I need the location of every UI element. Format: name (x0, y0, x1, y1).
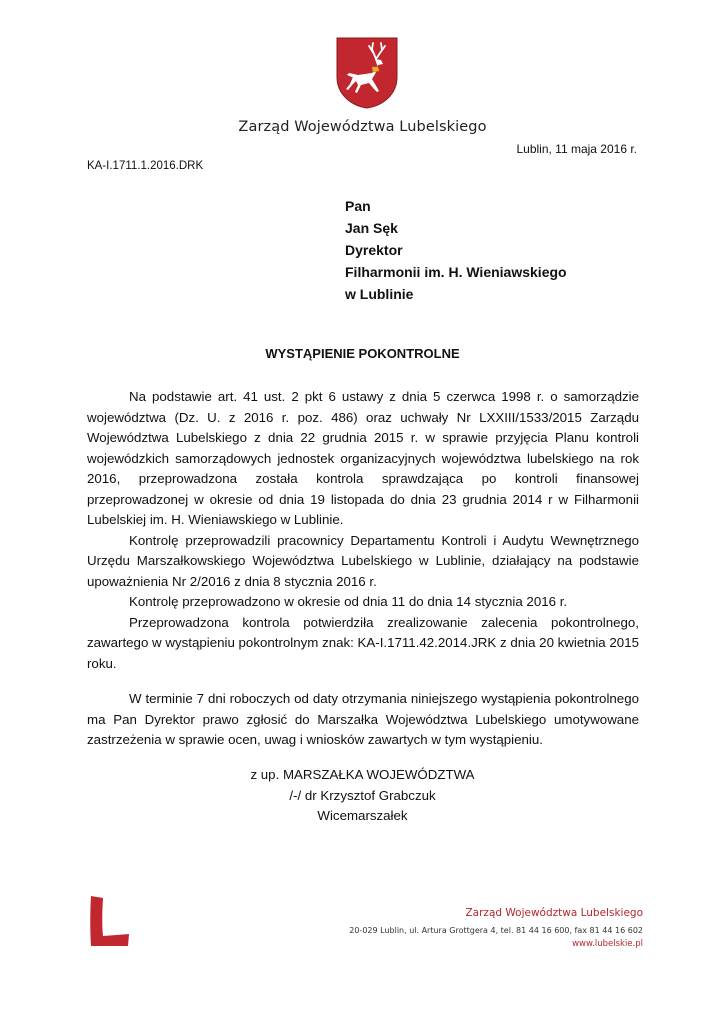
body-paragraph: Przeprowadzona kontrola potwierdziła zrealizowanie zalecenia pokontrolnego, zawartego w wystąpieniu pokontrolnym znak: KA-I.1711.42.2014.JRK z dnia 20 kwietnia 2015 roku. (87, 614, 639, 671)
document-title: WYSTĄPIENIE POKONTROLNE (265, 346, 460, 361)
signature-line: z up. MARSZAŁKA WOJEWÓDZTWA (250, 767, 475, 782)
deer-coat-of-arms-icon (336, 37, 398, 109)
body-paragraph: Kontrolę przeprowadzili pracownicy Departamentu Kontroli i Audytu Wewnętrznego Urzędu Marszałkowskiego Województwa Lubelskiego w Lublinie, działający na podstawie upoważnienia Nr 2/2016 z dnia 8 stycznia 2016 r. (87, 532, 639, 589)
footer-website-link[interactable]: www.lubelskie.pl (572, 939, 643, 949)
addressee-line: Filharmonii im. H. Wieniawskiego (345, 264, 567, 280)
body-paragraph: Na podstawie art. 41 ust. 2 pkt 6 ustawy z dnia 5 czerwca 1998 r. o samorządzie województwa (Dz. U. z 2016 r. poz. 486) oraz uchwały Nr LXXIII/1533/2015 Zarządu Województwa Lubelskiego z dnia 22 grudnia 2015 r. w sprawie przyjęcia Planu kontroli wojewódzkich samorządowych jednostek organizacyjnych województwa lubelskiego na rok 2016, przeprowadzona została kontrola sprawdzająca po kontroli finansowej przeprowadzonej w okresie od dnia 19 listopada do dnia 23 grudnia 2014 r w Filharmonii Lubelskiej im. H. Wieniawskiego w Lublinie. (87, 389, 639, 527)
footer-organization: Zarząd Województwa Lubelskiego (465, 907, 643, 919)
organization-header: Zarząd Województwa Lubelskiego (238, 119, 487, 135)
signature-line: /-/ dr Krzysztof Grabczuk (289, 787, 436, 803)
addressee-line: Pan (345, 198, 371, 214)
reference-number: KA-I.1711.1.2016.DRK (87, 160, 204, 172)
letter-body (87, 387, 639, 751)
body-paragraph: Kontrolę przeprowadzono w okresie od dnia 11 do dnia 14 stycznia 2016 r. (129, 594, 568, 609)
addressee-line: w Lublinie (345, 286, 414, 302)
signature-line: Wicemarszałek (317, 808, 408, 823)
addressee-line: Jan Sęk (345, 220, 398, 236)
body-paragraph: W terminie 7 dni roboczych od daty otrzymania niniejszego wystąpienia pokontrolnego ma Pan Dyrektor prawo zgłosić do Marszałka Województwa Lubelskiego umotywowane zastrzeżenia w sprawie ocen, uwag i wniosków zawartych w tym wystąpieniu. (87, 691, 639, 747)
letter-l-logo-icon (90, 895, 130, 947)
footer (349, 905, 643, 951)
signature-block (0, 765, 725, 827)
addressee-line: Dyrektor (345, 242, 403, 258)
addressee-block (345, 195, 567, 305)
place-and-date: Lublin, 11 maja 2016 r. (516, 142, 637, 156)
footer-address: 20-029 Lublin, ul. Artura Grottgera 4, tel. 81 44 16 600, fax 81 44 16 602 (349, 926, 643, 935)
